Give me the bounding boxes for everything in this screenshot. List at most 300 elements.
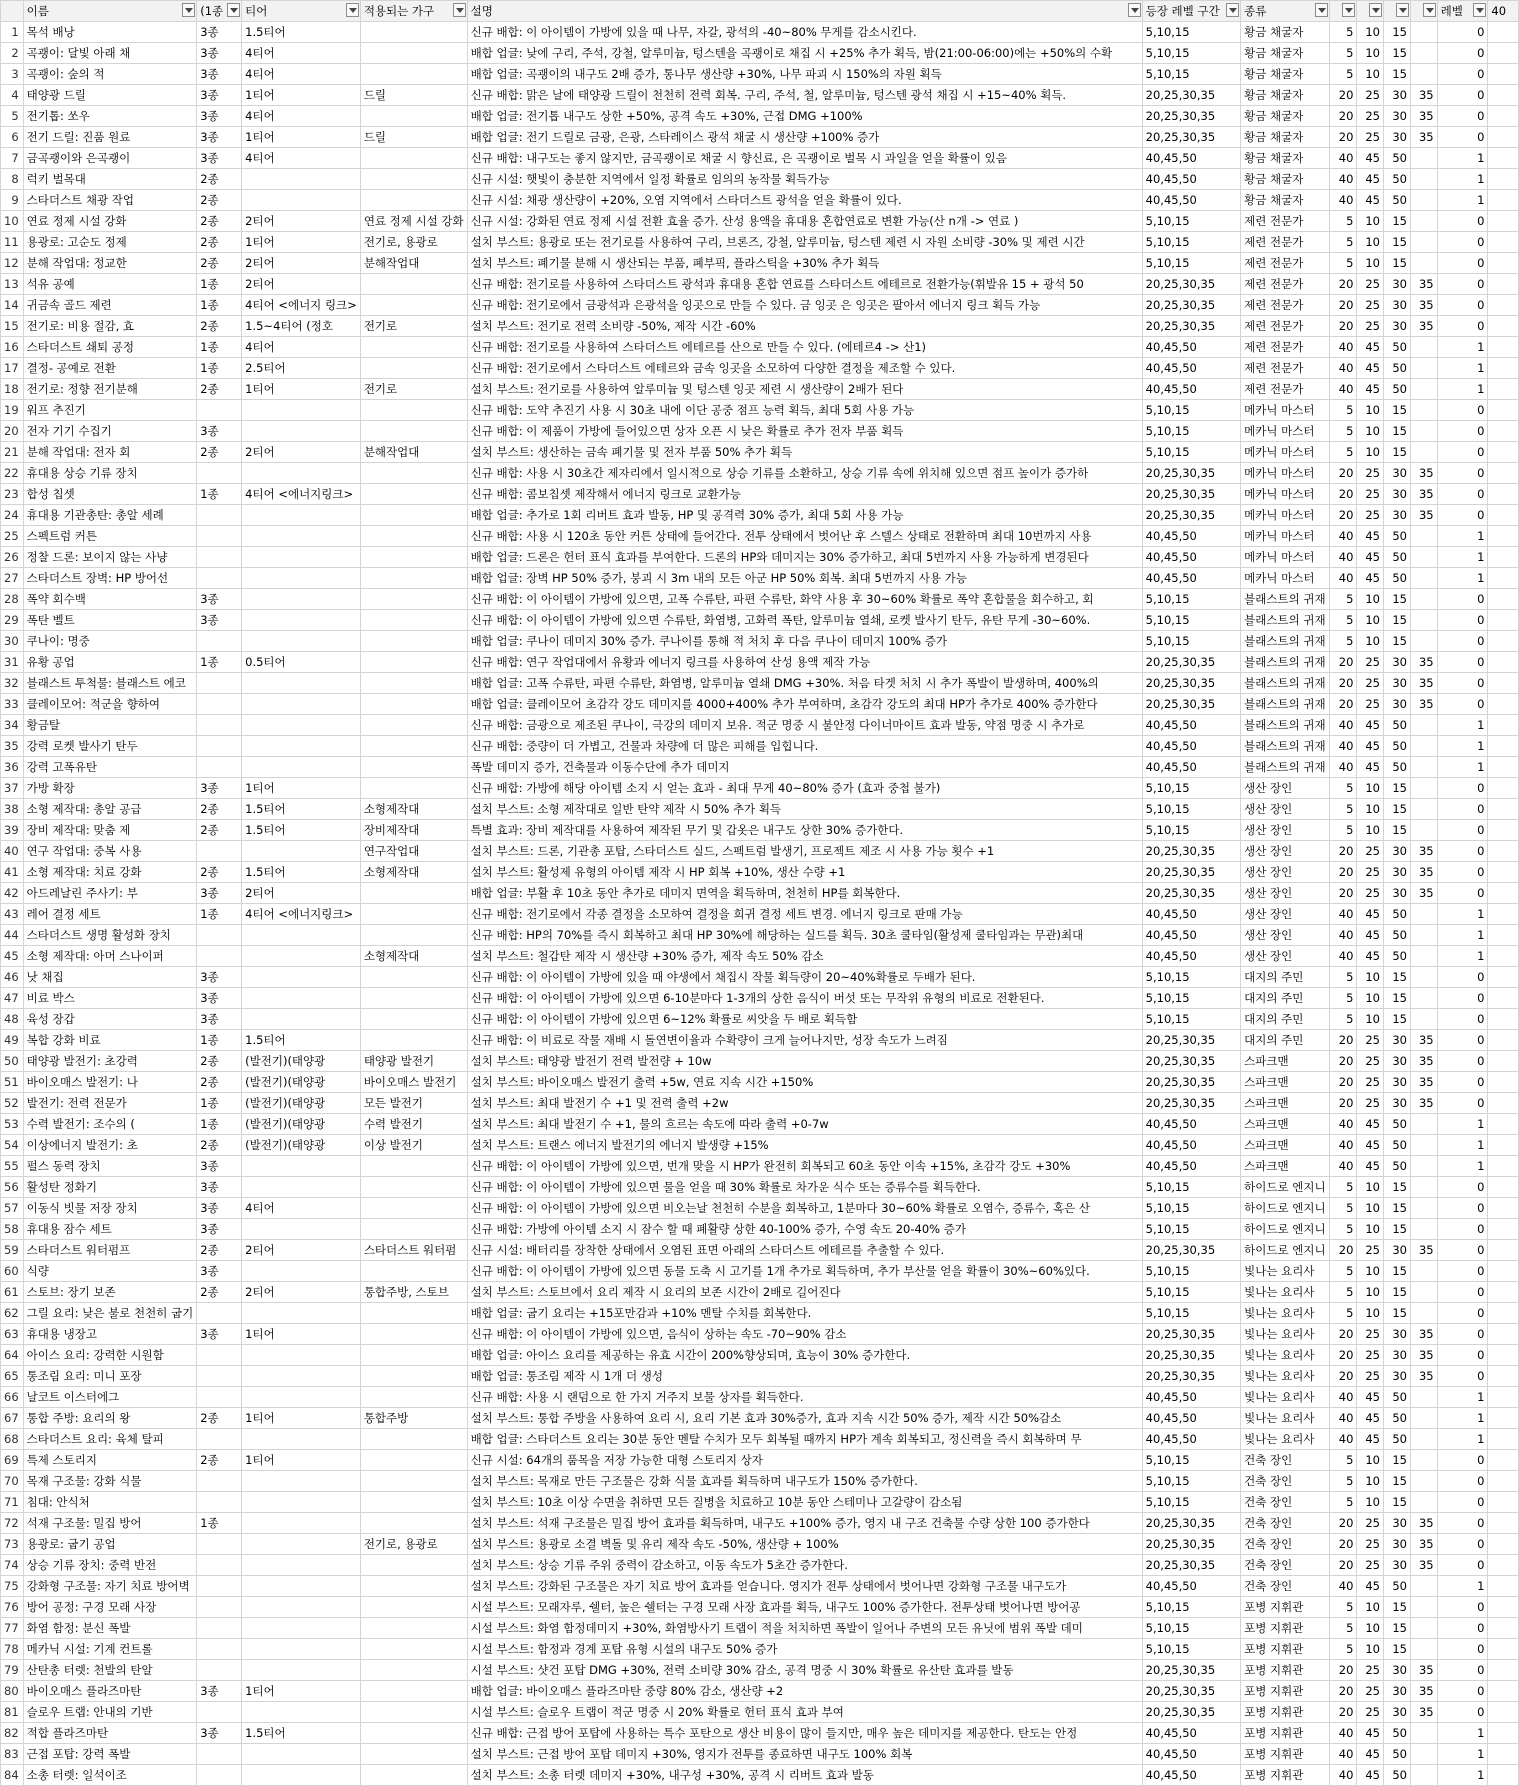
table-cell[interactable]: 복합 강화 비료 [23, 1030, 197, 1051]
table-cell[interactable]: 40,45,50 [1142, 925, 1240, 946]
table-cell[interactable] [1411, 379, 1438, 400]
table-cell[interactable]: 전기로: 정향 전기분해 [23, 379, 197, 400]
table-cell[interactable] [360, 757, 467, 778]
table-cell[interactable]: 0 [1437, 442, 1488, 463]
table-cell[interactable]: 40,45,50 [1142, 1114, 1240, 1135]
table-cell[interactable]: 10 [1357, 64, 1384, 85]
row-number[interactable]: 29 [1, 610, 24, 631]
table-cell[interactable]: 제련 전문가 [1241, 316, 1329, 337]
table-cell[interactable]: 황금탈 [23, 715, 197, 736]
table-cell[interactable]: 신규 시설: 배터리를 장착한 상태에서 오염된 표면 아래의 스타더스트 에테르를 추출할 수 있다. [467, 1240, 1142, 1261]
table-cell[interactable]: 5 [1329, 1303, 1357, 1324]
table-cell[interactable] [360, 547, 467, 568]
table-cell[interactable]: 20 [1329, 295, 1357, 316]
table-cell[interactable]: 수력 발전기: 조수의 ( [23, 1114, 197, 1135]
table-cell[interactable]: 1 [1437, 715, 1488, 736]
table-cell[interactable]: 3종 [197, 883, 242, 904]
table-cell[interactable]: 50 [1384, 1576, 1411, 1597]
table-cell[interactable] [1411, 547, 1438, 568]
table-cell[interactable]: 0 [1437, 1282, 1488, 1303]
table-cell[interactable] [1411, 778, 1438, 799]
table-cell[interactable]: 35 [1411, 1072, 1438, 1093]
table-cell[interactable] [360, 337, 467, 358]
empty-cell[interactable] [1488, 421, 1519, 442]
table-cell[interactable]: 30 [1384, 1366, 1411, 1387]
table-cell[interactable]: 45 [1357, 148, 1384, 169]
empty-cell[interactable] [1488, 904, 1519, 925]
table-cell[interactable]: (발전기)(태양광 [242, 1135, 361, 1156]
table-cell[interactable]: 10 [1357, 400, 1384, 421]
table-cell[interactable] [1411, 1408, 1438, 1429]
filter-dropdown-icon[interactable] [1342, 3, 1355, 17]
table-cell[interactable]: 대지의 주민 [1241, 988, 1329, 1009]
table-cell[interactable]: 45 [1357, 925, 1384, 946]
table-cell[interactable]: 1티어 [242, 1324, 361, 1345]
row-number[interactable]: 8 [1, 169, 24, 190]
table-cell[interactable]: 20 [1329, 841, 1357, 862]
table-cell[interactable] [360, 22, 467, 43]
table-cell[interactable]: 10 [1357, 1261, 1384, 1282]
table-cell[interactable]: 5,10,15 [1142, 1618, 1240, 1639]
table-cell[interactable]: 1 [1437, 547, 1488, 568]
table-cell[interactable]: 20,25,30,35 [1142, 1702, 1240, 1723]
empty-cell[interactable] [1488, 1681, 1519, 1702]
row-number[interactable]: 58 [1, 1219, 24, 1240]
table-cell[interactable]: 5 [1329, 253, 1357, 274]
table-cell[interactable]: 5,10,15 [1142, 820, 1240, 841]
table-cell[interactable]: 아드레날린 주사기: 부 [23, 883, 197, 904]
table-cell[interactable]: 신규 배합: 전기로를 사용하여 스타더스트 에테르를 산으로 만들 수 있다. (에테르4 -> 산1) [467, 337, 1142, 358]
table-cell[interactable]: 대지의 주민 [1241, 967, 1329, 988]
table-cell[interactable]: 1.5~4티어 (정호 [242, 316, 361, 337]
table-cell[interactable]: 40,45,50 [1142, 904, 1240, 925]
table-cell[interactable]: 15 [1384, 22, 1411, 43]
table-cell[interactable]: 0 [1437, 1261, 1488, 1282]
table-cell[interactable]: 설치 부스트: 용광로 소결 벽돌 및 유리 제작 속도 -50%, 생산량 + 100% [467, 1534, 1142, 1555]
table-cell[interactable]: 50 [1384, 1723, 1411, 1744]
table-cell[interactable] [242, 988, 361, 1009]
table-cell[interactable]: 생산 장인 [1241, 778, 1329, 799]
table-cell[interactable]: 50 [1384, 736, 1411, 757]
table-cell[interactable]: 설치 부스트: 강화된 구조물은 자기 치료 방어 효과를 얻습니다. 영지가 전투 상태에서 벗어나면 강화형 구조물 내구도가 [467, 1576, 1142, 1597]
table-cell[interactable]: 황금 채굴자 [1241, 190, 1329, 211]
table-cell[interactable]: 소총 터렛: 일석이조 [23, 1765, 197, 1786]
table-cell[interactable]: 3종 [197, 589, 242, 610]
table-cell[interactable]: 배합 업글: 클레이모어 초감각 강도 데미지를 4000+400% 추가 부여하며, 초감각 강도의 최대 HP가 추가로 400% 증가한다 [467, 694, 1142, 715]
row-number[interactable]: 9 [1, 190, 24, 211]
row-number[interactable]: 79 [1, 1660, 24, 1681]
row-number[interactable]: 66 [1, 1387, 24, 1408]
table-cell[interactable] [197, 1387, 242, 1408]
table-cell[interactable]: 0 [1437, 127, 1488, 148]
empty-cell[interactable] [1488, 295, 1519, 316]
table-cell[interactable] [1411, 253, 1438, 274]
table-cell[interactable]: 25 [1357, 484, 1384, 505]
table-cell[interactable]: 0 [1437, 22, 1488, 43]
table-cell[interactable]: 25 [1357, 274, 1384, 295]
table-cell[interactable]: 20,25,30,35 [1142, 1030, 1240, 1051]
table-cell[interactable]: 아이스 요리: 강력한 시원함 [23, 1345, 197, 1366]
table-cell[interactable]: 25 [1357, 295, 1384, 316]
table-cell[interactable] [197, 1660, 242, 1681]
table-cell[interactable]: 휴대용 기관총탄: 총알 세례 [23, 505, 197, 526]
table-cell[interactable]: 특제 스토리지 [23, 1450, 197, 1471]
table-cell[interactable]: 40,45,50 [1142, 337, 1240, 358]
table-cell[interactable]: 메카닉 마스터 [1241, 568, 1329, 589]
table-cell[interactable]: 40 [1329, 190, 1357, 211]
empty-cell[interactable] [1488, 589, 1519, 610]
table-cell[interactable]: 0 [1437, 1618, 1488, 1639]
table-cell[interactable]: 0.5티어 [242, 652, 361, 673]
table-cell[interactable] [360, 421, 467, 442]
table-cell[interactable]: 40 [1329, 715, 1357, 736]
table-cell[interactable]: 0 [1437, 841, 1488, 862]
row-number[interactable]: 15 [1, 316, 24, 337]
table-cell[interactable]: 10 [1357, 820, 1384, 841]
table-cell[interactable]: 0 [1437, 106, 1488, 127]
table-cell[interactable]: 1종 [197, 1513, 242, 1534]
column-header[interactable] [1329, 1, 1357, 22]
table-cell[interactable] [360, 106, 467, 127]
empty-cell[interactable] [1488, 694, 1519, 715]
table-cell[interactable]: 40,45,50 [1142, 547, 1240, 568]
table-cell[interactable]: 배합 업글: 부활 후 10초 동안 추가로 데미지 면역을 획득하며, 천천히 HP를 회복한다. [467, 883, 1142, 904]
table-cell[interactable]: 0 [1437, 400, 1488, 421]
table-cell[interactable]: 1종 [197, 1114, 242, 1135]
table-cell[interactable] [242, 1366, 361, 1387]
table-cell[interactable]: 25 [1357, 1660, 1384, 1681]
table-cell[interactable]: 5,10,15 [1142, 1639, 1240, 1660]
table-cell[interactable]: 1종 [197, 1030, 242, 1051]
table-cell[interactable]: 0 [1437, 463, 1488, 484]
table-cell[interactable]: 40,45,50 [1142, 568, 1240, 589]
table-cell[interactable]: 15 [1384, 1597, 1411, 1618]
table-cell[interactable]: 5,10,15 [1142, 64, 1240, 85]
table-cell[interactable]: 10 [1357, 1492, 1384, 1513]
table-cell[interactable]: 20 [1329, 1555, 1357, 1576]
table-cell[interactable]: 40 [1329, 946, 1357, 967]
table-cell[interactable]: 20 [1329, 85, 1357, 106]
table-cell[interactable] [197, 736, 242, 757]
table-cell[interactable]: 이상 발전기 [360, 1135, 467, 1156]
table-cell[interactable]: 1 [1437, 757, 1488, 778]
table-cell[interactable]: 10 [1357, 22, 1384, 43]
row-number[interactable]: 10 [1, 211, 24, 232]
table-cell[interactable]: 워프 추진기 [23, 400, 197, 421]
column-header[interactable] [197, 1, 242, 22]
empty-cell[interactable] [1488, 568, 1519, 589]
table-cell[interactable] [197, 694, 242, 715]
table-cell[interactable]: 20,25,30,35 [1142, 652, 1240, 673]
table-cell[interactable]: 0 [1437, 883, 1488, 904]
table-cell[interactable]: 4티어 <에너지링크> [242, 904, 361, 925]
table-cell[interactable] [197, 463, 242, 484]
table-cell[interactable]: 20,25,30,35 [1142, 484, 1240, 505]
table-cell[interactable] [242, 421, 361, 442]
table-cell[interactable] [360, 631, 467, 652]
table-cell[interactable]: 45 [1357, 946, 1384, 967]
table-cell[interactable]: 태양광 발전기 [360, 1051, 467, 1072]
table-cell[interactable]: 설치 부스트: 통합 주방을 사용하여 요리 시, 요리 기본 효과 30%증가, 효과 지속 시간 50% 증가, 제작 시간 50%감소 [467, 1408, 1142, 1429]
table-cell[interactable] [360, 715, 467, 736]
table-cell[interactable]: 1 [1437, 337, 1488, 358]
table-cell[interactable]: 석유 공예 [23, 274, 197, 295]
table-cell[interactable]: 메카닉 마스터 [1241, 484, 1329, 505]
table-cell[interactable]: 5 [1329, 1597, 1357, 1618]
table-cell[interactable]: 5,10,15 [1142, 211, 1240, 232]
table-cell[interactable]: 신규 시설: 64개의 품목을 저장 가능한 대형 스토리지 상자 [467, 1450, 1142, 1471]
table-cell[interactable] [197, 715, 242, 736]
table-cell[interactable]: 3종 [197, 1324, 242, 1345]
table-cell[interactable]: 2티어 [242, 253, 361, 274]
table-cell[interactable] [242, 505, 361, 526]
row-number[interactable]: 84 [1, 1765, 24, 1786]
table-cell[interactable]: 신규 배합: HP의 70%를 즉시 회복하고 최대 HP 30%에 해당하는 실드를 획득. 30초 쿨타임(활성제 쿨타임과는 무관)최대 [467, 925, 1142, 946]
table-cell[interactable]: 5,10,15 [1142, 43, 1240, 64]
table-cell[interactable]: 20 [1329, 1093, 1357, 1114]
table-cell[interactable] [197, 1744, 242, 1765]
table-cell[interactable] [360, 358, 467, 379]
table-cell[interactable]: 20,25,30,35 [1142, 1660, 1240, 1681]
table-cell[interactable]: 5 [1329, 799, 1357, 820]
table-cell[interactable]: 신규 배합: 이 아이템이 가방에 있으면 물을 얻을 때 30% 확률로 차가운 식수 또는 증류수를 획득한다. [467, 1177, 1142, 1198]
table-cell[interactable] [360, 1681, 467, 1702]
table-cell[interactable]: 1종 [197, 1093, 242, 1114]
table-cell[interactable]: 용광로: 고순도 정제 [23, 232, 197, 253]
row-number[interactable]: 26 [1, 547, 24, 568]
table-cell[interactable]: 0 [1437, 1534, 1488, 1555]
table-cell[interactable]: 1 [1437, 1723, 1488, 1744]
row-number[interactable]: 49 [1, 1030, 24, 1051]
table-cell[interactable]: 3종 [197, 778, 242, 799]
empty-cell[interactable] [1488, 1534, 1519, 1555]
table-cell[interactable]: 0 [1437, 1660, 1488, 1681]
table-cell[interactable]: 스파크맨 [1241, 1051, 1329, 1072]
table-cell[interactable]: 침대: 안식처 [23, 1492, 197, 1513]
table-cell[interactable]: 1티어 [242, 1408, 361, 1429]
table-cell[interactable]: 40,45,50 [1142, 1408, 1240, 1429]
table-cell[interactable]: 포병 지휘관 [1241, 1639, 1329, 1660]
filter-dropdown-icon[interactable] [453, 3, 466, 17]
row-number[interactable]: 42 [1, 883, 24, 904]
table-cell[interactable] [1411, 799, 1438, 820]
table-cell[interactable]: 0 [1437, 1702, 1488, 1723]
table-cell[interactable]: 35 [1411, 1030, 1438, 1051]
empty-cell[interactable] [1488, 1450, 1519, 1471]
table-cell[interactable]: 10 [1357, 967, 1384, 988]
table-cell[interactable]: 10 [1357, 1450, 1384, 1471]
row-number[interactable]: 18 [1, 379, 24, 400]
table-cell[interactable]: 설치 부스트: 드론, 기관총 포탑, 스타더스트 실드, 스펙트럼 발생기, 프로젝트 제조 시 사용 가능 횟수 +1 [467, 841, 1142, 862]
empty-cell[interactable] [1488, 610, 1519, 631]
table-cell[interactable] [1411, 736, 1438, 757]
table-cell[interactable]: 전기로: 비용 절감, 효 [23, 316, 197, 337]
empty-cell[interactable] [1488, 1702, 1519, 1723]
table-cell[interactable]: 50 [1384, 547, 1411, 568]
table-cell[interactable]: 신규 배합: 이 아이템이 가방에 있으면, 음식이 상하는 속도 -70~90% 감소 [467, 1324, 1142, 1345]
table-cell[interactable] [242, 1513, 361, 1534]
table-cell[interactable]: 20 [1329, 1681, 1357, 1702]
table-cell[interactable]: 0 [1437, 1009, 1488, 1030]
table-cell[interactable]: 3종 [197, 22, 242, 43]
table-cell[interactable]: 배합 업글: 쿠나이 데미지 30% 증가. 쿠나이를 통해 적 처치 후 다음 쿠나이 데미지 100% 증가 [467, 631, 1142, 652]
table-cell[interactable]: 15 [1384, 1303, 1411, 1324]
row-number[interactable]: 63 [1, 1324, 24, 1345]
empty-cell[interactable] [1488, 1219, 1519, 1240]
table-cell[interactable]: 5,10,15 [1142, 1282, 1240, 1303]
table-cell[interactable]: 0 [1437, 1492, 1488, 1513]
table-cell[interactable] [360, 1492, 467, 1513]
filter-dropdown-icon[interactable] [1369, 3, 1382, 17]
table-cell[interactable]: 0 [1437, 232, 1488, 253]
table-cell[interactable]: 설치 부스트: 10초 이상 수면을 취하면 모든 질병을 치료하고 10분 동안 스테미나 고갈량이 감소됨 [467, 1492, 1142, 1513]
table-cell[interactable]: 15 [1384, 400, 1411, 421]
table-cell[interactable]: 수력 발전기 [360, 1114, 467, 1135]
empty-cell[interactable] [1488, 379, 1519, 400]
row-number[interactable]: 72 [1, 1513, 24, 1534]
row-number[interactable]: 52 [1, 1093, 24, 1114]
table-cell[interactable]: 5,10,15 [1142, 610, 1240, 631]
table-cell[interactable] [360, 988, 467, 1009]
table-cell[interactable] [360, 1513, 467, 1534]
table-cell[interactable]: 스타더스트 생명 활성화 장치 [23, 925, 197, 946]
table-cell[interactable]: 포병 지휘관 [1241, 1618, 1329, 1639]
table-cell[interactable]: 5,10,15 [1142, 442, 1240, 463]
table-cell[interactable]: 25 [1357, 1051, 1384, 1072]
table-cell[interactable]: 10 [1357, 1618, 1384, 1639]
table-cell[interactable]: 35 [1411, 1555, 1438, 1576]
table-cell[interactable]: 10 [1357, 1597, 1384, 1618]
table-cell[interactable]: 포병 지휘관 [1241, 1765, 1329, 1786]
table-cell[interactable] [360, 1450, 467, 1471]
table-cell[interactable]: 분해작업대 [360, 442, 467, 463]
table-cell[interactable] [1411, 568, 1438, 589]
table-cell[interactable]: 0 [1437, 862, 1488, 883]
table-cell[interactable]: 5,10,15 [1142, 1219, 1240, 1240]
row-number[interactable]: 39 [1, 820, 24, 841]
table-cell[interactable]: 배합 업글: 곡괭이의 내구도 2배 증가, 통나무 생산량 +30%, 나무 파괴 시 150%의 자원 획득 [467, 64, 1142, 85]
table-cell[interactable] [1411, 988, 1438, 1009]
table-cell[interactable]: 30 [1384, 1324, 1411, 1345]
empty-cell[interactable] [1488, 1723, 1519, 1744]
table-cell[interactable]: 15 [1384, 1198, 1411, 1219]
table-cell[interactable]: 블래스트의 귀재 [1241, 757, 1329, 778]
table-cell[interactable]: 35 [1411, 673, 1438, 694]
table-cell[interactable]: 1종 [197, 274, 242, 295]
table-cell[interactable]: 2티어 [242, 442, 361, 463]
filter-dropdown-icon[interactable] [1315, 3, 1328, 17]
table-cell[interactable]: 30 [1384, 505, 1411, 526]
table-cell[interactable] [197, 1345, 242, 1366]
table-cell[interactable]: 금곡괭이와 은곡괭이 [23, 148, 197, 169]
table-cell[interactable]: 메카닉 마스터 [1241, 442, 1329, 463]
table-cell[interactable]: 빛나는 요리사 [1241, 1387, 1329, 1408]
table-cell[interactable]: 메카닉 마스터 [1241, 421, 1329, 442]
table-cell[interactable] [360, 1429, 467, 1450]
row-number[interactable]: 54 [1, 1135, 24, 1156]
table-cell[interactable]: 15 [1384, 1219, 1411, 1240]
table-cell[interactable]: 35 [1411, 1702, 1438, 1723]
table-cell[interactable]: 20,25,30,35 [1142, 127, 1240, 148]
table-cell[interactable]: 전기로, 용광로 [360, 232, 467, 253]
table-cell[interactable] [360, 1723, 467, 1744]
table-cell[interactable] [1411, 1282, 1438, 1303]
table-cell[interactable] [197, 631, 242, 652]
empty-cell[interactable] [1488, 1051, 1519, 1072]
table-cell[interactable]: 50 [1384, 358, 1411, 379]
table-cell[interactable]: 설치 부스트: 석재 구조물은 밀집 방어 효과를 획득하며, 내구도 +100% 증가, 영지 내 구조 건축물 수량 상한 100 증가한다 [467, 1513, 1142, 1534]
table-cell[interactable]: 3종 [197, 43, 242, 64]
table-cell[interactable]: 통조림 요리: 미니 포장 [23, 1366, 197, 1387]
table-cell[interactable] [242, 925, 361, 946]
table-cell[interactable]: 25 [1357, 1072, 1384, 1093]
table-cell[interactable]: 15 [1384, 421, 1411, 442]
table-cell[interactable]: 20,25,30,35 [1142, 505, 1240, 526]
table-cell[interactable]: 배합 업글: 고폭 수류탄, 파편 수류탄, 화염병, 알루미늄 열쇄 DMG +30%. 처음 타겟 처치 시 추가 폭발이 발생하며, 400%의 [467, 673, 1142, 694]
empty-cell[interactable] [1488, 1618, 1519, 1639]
table-cell[interactable]: 50 [1384, 337, 1411, 358]
table-cell[interactable]: 10 [1357, 1639, 1384, 1660]
table-cell[interactable]: 25 [1357, 694, 1384, 715]
table-cell[interactable]: 생산 장인 [1241, 862, 1329, 883]
table-cell[interactable]: 5,10,15 [1142, 1177, 1240, 1198]
table-cell[interactable]: 15 [1384, 1177, 1411, 1198]
table-cell[interactable]: 50 [1384, 526, 1411, 547]
table-cell[interactable] [242, 1471, 361, 1492]
table-cell[interactable]: 25 [1357, 1681, 1384, 1702]
table-cell[interactable]: 1 [1437, 1408, 1488, 1429]
table-cell[interactable]: 25 [1357, 1345, 1384, 1366]
empty-cell[interactable] [1488, 1366, 1519, 1387]
table-cell[interactable]: 시설 부스트: 모래자루, 쉘터, 높은 쉘터는 구경 모래 사장 효과를 획득, 내구도 100% 증가한다. 전투상태 벗어나면 방어공 [467, 1597, 1142, 1618]
row-number[interactable]: 32 [1, 673, 24, 694]
table-cell[interactable]: 설치 부스트: 최대 발전기 수 +1, 물의 흐르는 속도에 따라 출력 +0-7w [467, 1114, 1142, 1135]
table-cell[interactable]: 40 [1329, 1744, 1357, 1765]
table-cell[interactable]: 0 [1437, 1219, 1488, 1240]
row-number[interactable]: 56 [1, 1177, 24, 1198]
table-cell[interactable]: 10 [1357, 1303, 1384, 1324]
table-cell[interactable] [197, 757, 242, 778]
table-cell[interactable]: 스파크맨 [1241, 1156, 1329, 1177]
table-cell[interactable]: 25 [1357, 85, 1384, 106]
table-cell[interactable]: 전기톱: 쏘우 [23, 106, 197, 127]
table-cell[interactable]: 강력 로켓 발사기 탄두 [23, 736, 197, 757]
table-cell[interactable]: 20 [1329, 106, 1357, 127]
table-cell[interactable]: 빛나는 요리사 [1241, 1261, 1329, 1282]
table-cell[interactable]: 5 [1329, 421, 1357, 442]
table-cell[interactable]: 40 [1329, 568, 1357, 589]
table-cell[interactable]: 건축 장인 [1241, 1534, 1329, 1555]
table-cell[interactable]: 5 [1329, 442, 1357, 463]
table-cell[interactable]: 소형 제작대: 총알 공급 [23, 799, 197, 820]
table-cell[interactable]: 45 [1357, 1156, 1384, 1177]
table-cell[interactable]: 2티어 [242, 274, 361, 295]
table-cell[interactable]: 5,10,15 [1142, 1261, 1240, 1282]
table-cell[interactable] [242, 169, 361, 190]
table-cell[interactable] [242, 568, 361, 589]
table-cell[interactable]: 5,10,15 [1142, 421, 1240, 442]
row-number[interactable]: 75 [1, 1576, 24, 1597]
table-cell[interactable]: 0 [1437, 673, 1488, 694]
table-cell[interactable]: 럭키 벌목대 [23, 169, 197, 190]
table-cell[interactable]: 30 [1384, 1030, 1411, 1051]
table-cell[interactable]: 태양광 드릴 [23, 85, 197, 106]
table-cell[interactable]: 20,25,30,35 [1142, 1324, 1240, 1345]
table-cell[interactable] [242, 1765, 361, 1786]
table-cell[interactable] [360, 463, 467, 484]
row-number[interactable]: 17 [1, 358, 24, 379]
table-cell[interactable]: 15 [1384, 43, 1411, 64]
